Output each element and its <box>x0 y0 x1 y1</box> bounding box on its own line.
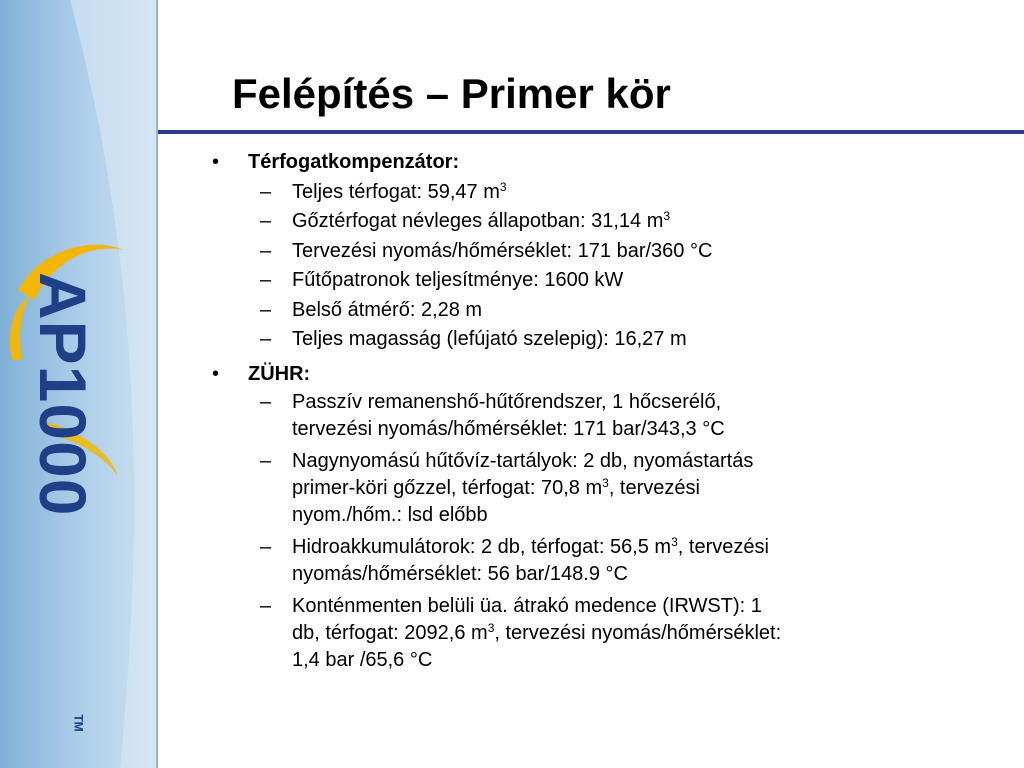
item-line <box>292 620 1002 647</box>
item-text: Gőztérfogat névleges állapotban: 31,14 m <box>292 210 664 232</box>
list-item <box>212 325 1002 355</box>
dash-icon: – <box>260 180 272 203</box>
item-text: Tervezési nyomás/hőmérséklet: 171 bar/360 °C <box>292 239 713 262</box>
bullet-dot-icon: • <box>212 362 220 385</box>
superscript: 3 <box>499 179 507 194</box>
dash-icon: – <box>260 328 272 350</box>
list-item <box>212 389 1002 443</box>
ap1000-logo <box>26 272 100 742</box>
section-heading: ZÜHR: <box>248 362 311 385</box>
item-text: , tervezési <box>608 477 700 499</box>
list-item <box>212 296 1002 326</box>
bullet-heading <box>212 148 1002 178</box>
item-text: Belső átmérő: 2,28 m <box>292 298 483 321</box>
superscript: 3 <box>602 476 609 490</box>
dash-icon: – <box>260 210 272 232</box>
list-item <box>212 266 1002 296</box>
list-item <box>212 448 1002 529</box>
item-text: Teljes térfogat: 59,47 m <box>292 180 500 203</box>
item-text: db, térfogat: 2092,6 m <box>292 622 488 644</box>
dash-icon: – <box>260 536 272 558</box>
item-line: Passzív remanenshő-hűtőrendszer, 1 hőcserélő, <box>292 391 722 413</box>
item-line: nyom./hőm.: lsd előbb <box>292 504 488 526</box>
item-text: Teljes magasság (lefújató szelepig): 16,27 m <box>292 328 687 350</box>
superscript: 3 <box>671 535 678 549</box>
superscript: 3 <box>487 621 495 635</box>
dash-icon: – <box>260 595 272 617</box>
dash-icon: – <box>260 239 272 262</box>
item-line: nyomás/hőmérséklet: 56 bar/148.9 °C <box>292 563 628 585</box>
bullet-heading <box>212 360 1002 390</box>
logo-wordmark: AP1000 <box>26 272 100 517</box>
item-text: , tervezési nyomás/hőmérséklet: <box>494 622 782 644</box>
list-item <box>212 534 1002 588</box>
section-terfogatkompenzator <box>212 148 1002 355</box>
item-line <box>292 534 1002 561</box>
list-item <box>212 237 1002 267</box>
item-line: Nagynyomású hűtővíz-tartályok: 2 db, nyomástartás <box>292 450 754 472</box>
logo-trademark: TM <box>71 714 86 732</box>
item-text: , tervezési <box>677 536 769 558</box>
bullet-dot-icon: • <box>212 151 220 173</box>
section-zuhr <box>212 360 1002 675</box>
item-line: tervezési nyomás/hőmérséklet: 171 bar/343,3 °C <box>292 418 725 440</box>
sidebar-decoration <box>0 0 158 768</box>
list-item <box>212 207 1002 237</box>
item-line <box>292 475 1002 502</box>
list-item <box>212 593 1002 674</box>
section-heading: Térfogatkompenzátor: <box>248 151 460 173</box>
item-text: Fűtőpatronok teljesítménye: 1600 kW <box>292 269 624 291</box>
list-item <box>212 178 1002 208</box>
item-line: 1,4 bar /65,6 °C <box>292 649 433 671</box>
dash-icon: – <box>260 391 272 413</box>
dash-icon: – <box>260 269 272 291</box>
sidebar-edge <box>156 0 158 768</box>
superscript: 3 <box>663 209 671 223</box>
slide-title: Felépítés – Primer kör <box>232 70 671 117</box>
item-text: primer-köri gőzzel, térfogat: 70,8 m <box>292 477 603 499</box>
dash-icon: – <box>260 450 272 472</box>
title-divider <box>158 130 1024 134</box>
slide-content <box>212 148 1002 679</box>
item-line: Konténmenten belüli üa. átrakó medence (IRWST): 1 <box>292 595 762 617</box>
dash-icon: – <box>260 298 272 321</box>
item-text: Hidroakkumulátorok: 2 db, térfogat: 56,5 m <box>292 536 672 558</box>
